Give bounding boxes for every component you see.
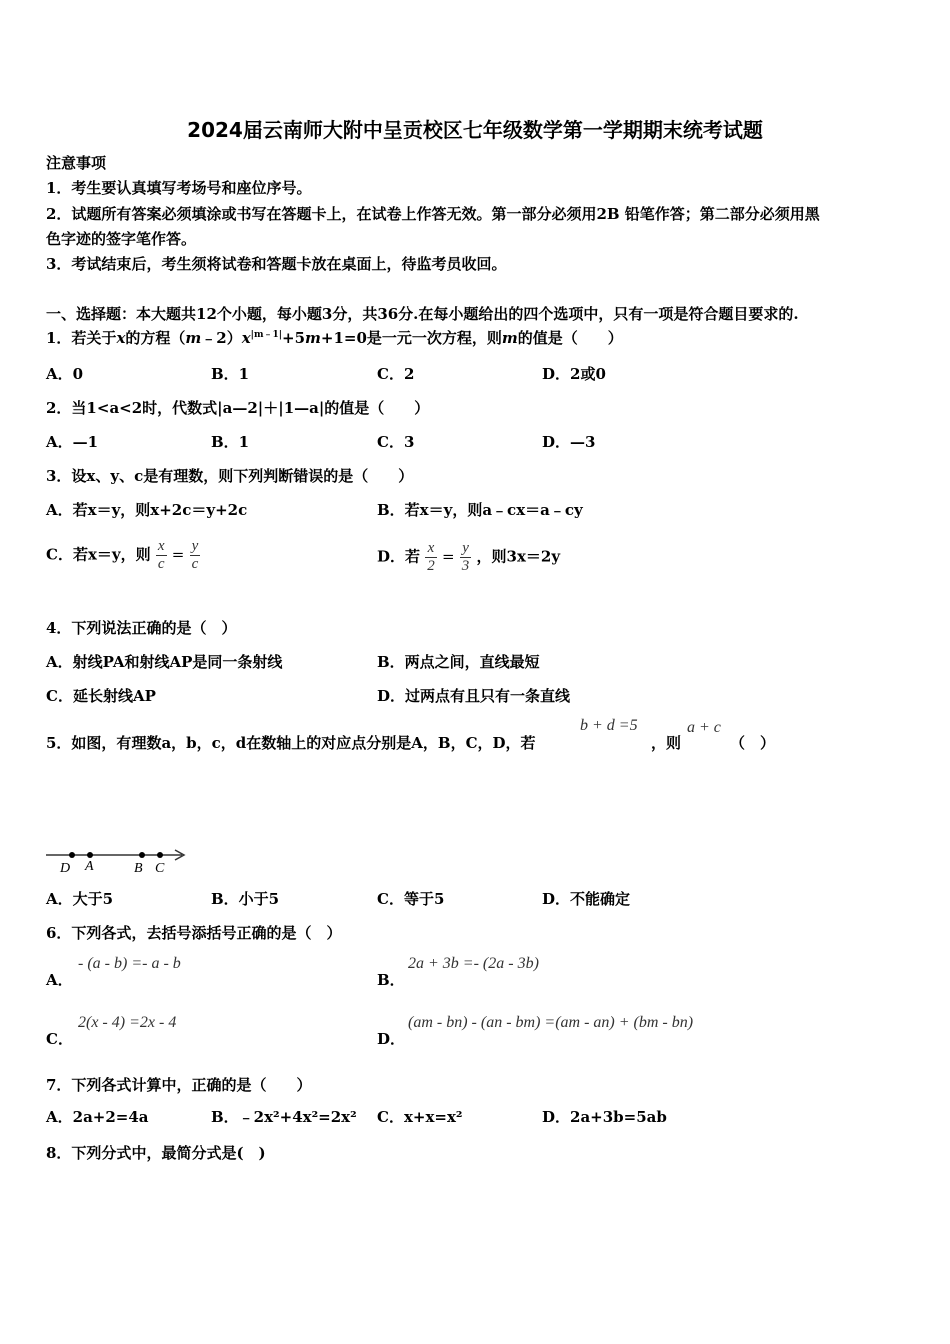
question-1: 1．若关于x的方程$(m﹣2)x^{|m﹣1|}+5m+1=0$是一元一次方程，则m的值是（ ） bbox=[46, 329, 623, 347]
q5-option-d: D．不能确定 bbox=[542, 890, 631, 908]
q5-stem-mid: ，则 bbox=[651, 734, 682, 752]
notice-item-1: 1．考生要认真填写考场号和座位序号。 bbox=[46, 179, 312, 197]
q2-option-b: B．1 bbox=[211, 433, 250, 451]
q6-label-d: D． bbox=[377, 1030, 406, 1048]
question-3: 3．设x、y、c是有理数，则下列判断错误的是（ ） bbox=[46, 467, 414, 485]
question-7: 7．下列各式计算中，正确的是（ ） bbox=[46, 1076, 312, 1094]
q3-option-c: C．若x＝y，则 $\frac{x}{c}$ = $\frac{y}{c}$ bbox=[46, 538, 199, 572]
q4-option-d: D．过两点有且只有一条直线 bbox=[377, 687, 571, 705]
q6-expr-a: - (a - b) =- a - b bbox=[78, 955, 181, 972]
label-c: C bbox=[155, 861, 165, 876]
q6-expr-d: (am - bn) - (an - bm) =(am - an) + (bm - bn) bbox=[408, 1014, 694, 1031]
question-6: 6．下列各式，去括号添括号正确的是（ ） bbox=[46, 924, 342, 942]
q2-option-a: A．—1 bbox=[46, 433, 99, 451]
point-b bbox=[139, 852, 145, 858]
q7-option-d: D．2a+3b=5ab bbox=[542, 1108, 667, 1126]
q5-option-b: B．小于5 bbox=[211, 890, 280, 908]
q6-label-b: B． bbox=[377, 971, 405, 989]
q7-option-a: A．2a+2=4a bbox=[46, 1108, 149, 1126]
q2-option-c: C．3 bbox=[377, 433, 415, 451]
q7-option-c: C．x+x=x² bbox=[377, 1108, 463, 1126]
q1-option-b: B．1 bbox=[211, 365, 250, 383]
q1-option-a: A．0 bbox=[46, 365, 84, 383]
notice-item-3: 3．考试结束后，考生须将试卷和答题卡放在桌面上，待监考员收回。 bbox=[46, 255, 507, 273]
q5-option-c: C．等于5 bbox=[377, 890, 445, 908]
q2-option-d: D．—3 bbox=[542, 433, 596, 451]
q5-condition: b + d =5 bbox=[580, 717, 638, 734]
notice-heading: 注意事项 bbox=[46, 154, 107, 172]
question-8: 8．下列分式中，最简分式是( ) bbox=[46, 1144, 266, 1162]
q7-option-b: B．﹣2x²+4x²=2x² bbox=[211, 1108, 357, 1126]
q6-expr-c: 2(x - 4) =2x - 4 bbox=[78, 1014, 177, 1031]
q3-option-d: D．若 $\frac{x}{2}$ = $\frac{y}{3}$ ，则3x＝2y bbox=[377, 540, 561, 574]
q6-expr-b: 2a + 3b =- (2a - 3b) bbox=[408, 955, 539, 972]
notice-item-2-cont: 色字迹的签字笔作答。 bbox=[46, 230, 197, 248]
section-heading: 一、选择题：本大题共12个小题，每小题3分，共36分.在每小题给出的四个选项中，只有一项是符合题目要求的. bbox=[46, 305, 799, 323]
question-4: 4．下列说法正确的是（ ） bbox=[46, 619, 237, 637]
label-d: D bbox=[60, 861, 71, 876]
q4-option-b: B．两点之间，直线最短 bbox=[377, 653, 540, 671]
q6-label-c: C． bbox=[46, 1030, 73, 1048]
q5-stem-post: （ ） bbox=[730, 734, 776, 752]
q5-expression: a + c bbox=[687, 719, 721, 736]
label-b: B bbox=[134, 861, 143, 876]
notice-item-2: 2．试题所有答案必须填涂或书写在答题卡上，在试卷上作答无效。第一部分必须用2B 铅笔作答；第二部分必须用黑 bbox=[46, 205, 820, 223]
q3-option-b: B．若x＝y，则a﹣cx＝a﹣cy bbox=[377, 501, 583, 519]
question-5-stem: 5．如图，有理数a，b，c，d在数轴上的对应点分别是A，B，C，D，若 bbox=[46, 734, 536, 752]
page-title: 2024届云南师大附中呈贡校区七年级数学第一学期期末统考试题 bbox=[187, 118, 763, 142]
question-2: 2．当1<a<2时，代数式|a—2|＋|1—a|的值是（ ） bbox=[46, 399, 430, 417]
q6-label-a: A． bbox=[46, 971, 73, 989]
q4-option-a: A．射线PA和射线AP是同一条射线 bbox=[46, 653, 283, 671]
label-a: A bbox=[85, 859, 94, 874]
q1-option-c: C．2 bbox=[377, 365, 415, 383]
q3-option-a: A．若x＝y，则x+2c＝y+2c bbox=[46, 501, 248, 519]
q1-option-d: D．2或0 bbox=[542, 365, 606, 383]
q4-option-c: C．延长射线AP bbox=[46, 687, 156, 705]
q5-option-a: A．大于5 bbox=[46, 890, 114, 908]
point-d bbox=[69, 852, 75, 858]
point-c bbox=[157, 852, 163, 858]
number-line-figure bbox=[44, 842, 194, 878]
point-a bbox=[87, 852, 93, 858]
